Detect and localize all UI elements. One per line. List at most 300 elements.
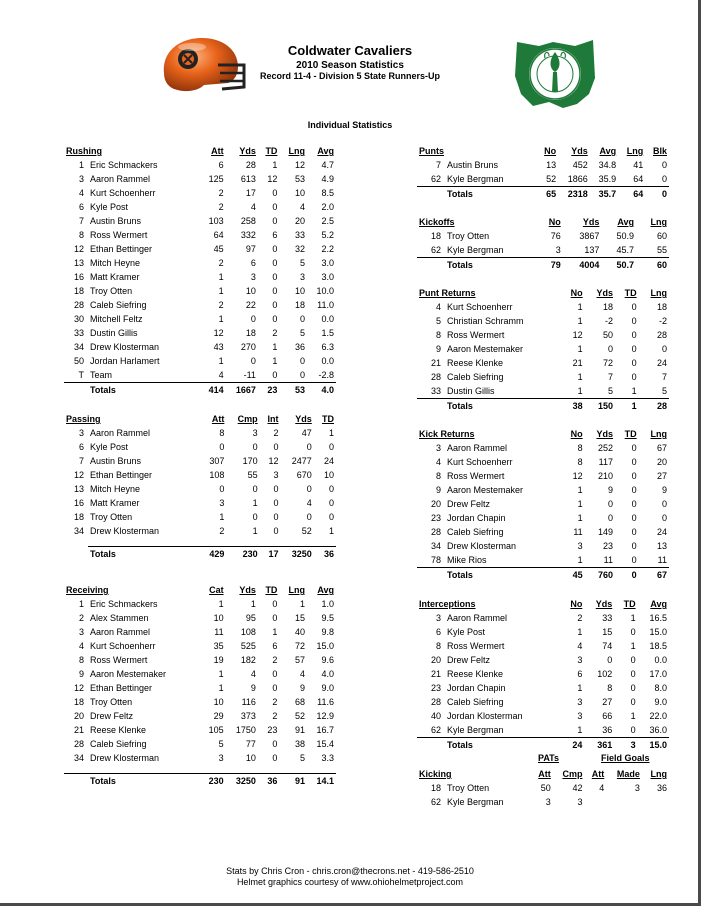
punts-col-header: Blk	[652, 146, 667, 156]
table-row	[64, 723, 336, 737]
totals-value: 429	[200, 547, 226, 562]
jersey-number: 62	[430, 797, 441, 807]
spacer-row	[64, 538, 336, 547]
kick-returns-col-header: Yds	[596, 429, 613, 439]
totals-value: 23	[258, 383, 280, 398]
stat-value: 0	[631, 513, 637, 523]
stat-value: 17	[245, 188, 256, 198]
punts-title: Punts	[419, 146, 445, 156]
stat-value: 67	[656, 443, 667, 453]
totals-value: 760	[585, 568, 615, 583]
stat-value: 4.0	[321, 669, 334, 679]
passing-table	[64, 412, 336, 561]
stat-value: 0	[328, 498, 334, 508]
stat-value: 0	[631, 302, 637, 312]
stat-value: 55	[247, 470, 258, 480]
jersey-number: 6	[435, 627, 441, 637]
jersey-number: 1	[78, 160, 84, 170]
stat-value: 10	[213, 697, 224, 707]
kicking-col-header: Cmp	[562, 769, 583, 779]
totals-value: 24	[561, 738, 584, 753]
table-row	[417, 243, 669, 258]
player-name: Caleb Siefring	[90, 300, 147, 310]
stat-value: 34.8	[598, 160, 617, 170]
player-name: Jordan Chapin	[447, 683, 506, 693]
stat-value: 0	[219, 442, 225, 452]
table-row	[417, 300, 669, 314]
jersey-number: 3	[435, 613, 441, 623]
stat-value: 4	[577, 641, 583, 651]
totals-value: 150	[585, 399, 615, 414]
stat-value: 10.0	[316, 286, 334, 296]
table-row	[64, 368, 336, 383]
stat-value: 9.8	[321, 627, 334, 637]
stat-value: 108	[209, 470, 225, 480]
stat-value: 6	[577, 669, 583, 679]
table-row	[417, 553, 669, 568]
stat-value: 0	[631, 555, 637, 565]
rushing-col-header: TD	[265, 146, 278, 156]
stat-value: 1	[577, 372, 583, 382]
jersey-number: 9	[435, 485, 441, 495]
stat-value: 50	[602, 330, 613, 340]
stat-value: 0	[272, 739, 278, 749]
receiving-col-header: Cat	[209, 585, 224, 595]
rushing-header-row	[64, 144, 336, 158]
jersey-number: 8	[435, 330, 441, 340]
stat-value: 11	[214, 627, 224, 637]
stat-value: 0	[328, 442, 334, 452]
totals-spacer	[417, 258, 445, 273]
stat-value: 6	[272, 641, 278, 651]
interceptions-col-header: No	[570, 599, 583, 609]
jersey-number: 33	[73, 328, 84, 338]
stat-value: 5	[661, 386, 667, 396]
jersey-number: 21	[430, 669, 441, 679]
stat-value: 4	[300, 202, 306, 212]
stat-value: 8.5	[321, 188, 334, 198]
player-name: Troy Otten	[90, 286, 133, 296]
totals-spacer	[64, 383, 88, 398]
stat-value: 0	[272, 613, 278, 623]
stat-value: 117	[598, 457, 613, 467]
totals-value: 4.0	[307, 383, 336, 398]
stat-value: 6	[250, 258, 256, 268]
stat-value: 1.5	[321, 328, 334, 338]
totals-value: 0	[615, 568, 639, 583]
stat-value: 8	[577, 457, 583, 467]
stat-value: 258	[240, 216, 256, 226]
totals-spacer	[417, 568, 445, 583]
stat-value: -2	[604, 316, 613, 326]
stat-value: 95	[245, 613, 256, 623]
player-name: Drew Feltz	[447, 655, 491, 665]
stat-value: 0	[630, 669, 636, 679]
jersey-number: 6	[78, 202, 84, 212]
receiving-col-header: Lng	[288, 585, 306, 595]
totals-value: 79	[537, 258, 563, 273]
player-name: Reese Klenke	[90, 725, 147, 735]
record-line: Record 11-4 - Division 5 State Runners-Up	[259, 71, 441, 81]
stat-value: 20	[295, 216, 306, 226]
jersey-number: 20	[430, 655, 441, 665]
stat-value: 0	[328, 512, 334, 522]
stat-value: 0	[273, 442, 279, 452]
kicking-title: Kicking	[419, 769, 452, 779]
stat-value: 210	[597, 471, 613, 481]
totals-value: 0	[645, 187, 669, 202]
totals-spacer	[417, 738, 445, 753]
jersey-number: 4	[78, 641, 84, 651]
stat-value: 29	[213, 711, 224, 721]
footer-helmet-credit: Helmet graphics courtesy of www.ohiohelmetproject.com	[236, 877, 464, 887]
stat-value: 4.7	[321, 160, 334, 170]
stat-value: 0	[630, 655, 636, 665]
kickoffs-table	[417, 215, 669, 272]
player-name: Aaron Mestemaker	[447, 344, 524, 354]
stat-value: 0	[272, 599, 278, 609]
stat-value: 60	[656, 231, 667, 241]
stat-value: 0	[631, 499, 637, 509]
stat-value: 5	[300, 258, 306, 268]
passing-title: Passing	[66, 414, 101, 424]
stat-value: 38	[295, 739, 306, 749]
player-name: Austin Bruns	[447, 160, 499, 170]
table-row	[417, 342, 669, 356]
stat-value: 1	[218, 669, 224, 679]
kickoffs-col-header: No	[548, 217, 561, 227]
stat-value: 52	[546, 174, 557, 184]
table-row	[64, 298, 336, 312]
totals-value: 65	[537, 187, 558, 202]
table-row	[417, 795, 669, 809]
stat-value: 0	[306, 512, 312, 522]
stat-value: 2.0	[321, 202, 334, 212]
jersey-number: 21	[73, 725, 84, 735]
player-name: Troy Otten	[90, 697, 133, 707]
stat-value: 15.0	[316, 641, 334, 651]
jersey-number: 3	[78, 428, 84, 438]
player-name: Kurt Schoenherr	[90, 641, 156, 651]
stat-value: 0	[272, 272, 278, 282]
stat-value: 16.7	[316, 725, 334, 735]
table-row	[417, 511, 669, 525]
stat-value: 3	[300, 272, 306, 282]
stat-value: 1	[328, 428, 334, 438]
stat-value: 3	[577, 711, 583, 721]
player-name: Mike Rios	[447, 555, 487, 565]
stat-value: 0	[661, 160, 667, 170]
player-name: Jordan Klosterman	[447, 711, 523, 721]
totals-value: 91	[279, 774, 307, 789]
jersey-number: 16	[73, 272, 84, 282]
stat-value: 15.4	[316, 739, 334, 749]
player-name: Dustin Gillis	[90, 328, 138, 338]
kick-returns-col-header: Lng	[650, 429, 667, 439]
stat-value: 103	[208, 216, 224, 226]
kickoffs-totals-row	[417, 258, 669, 273]
stat-value: 5.2	[321, 230, 334, 240]
stat-value: 27	[656, 471, 667, 481]
spacer-cell	[64, 538, 336, 547]
table-row	[64, 597, 336, 611]
player-name: Reese Klenke	[447, 358, 504, 368]
stat-value: 3	[545, 797, 551, 807]
player-name: Ethan Bettinger	[90, 470, 153, 480]
jersey-number: 9	[435, 344, 441, 354]
player-name: Aaron Rammel	[90, 428, 151, 438]
stat-value: 0	[272, 244, 278, 254]
stat-value: 1	[577, 725, 583, 735]
stat-value: 64	[633, 174, 644, 184]
table-row	[64, 284, 336, 298]
table-row	[64, 270, 336, 284]
stat-value: 1	[300, 599, 306, 609]
stat-value: 22.0	[649, 711, 667, 721]
stat-value: 1	[218, 314, 224, 324]
jersey-number: 20	[430, 499, 441, 509]
stat-value: 1	[577, 555, 583, 565]
stat-value: 1	[630, 711, 636, 721]
stat-value: 2	[218, 300, 224, 310]
jersey-number: 8	[78, 230, 84, 240]
stat-value: 670	[296, 470, 312, 480]
stat-value: 0	[272, 753, 278, 763]
player-name: Drew Klosterman	[90, 753, 160, 763]
table-row	[64, 242, 336, 256]
kickoffs-title: Kickoffs	[419, 217, 455, 227]
table-row	[64, 695, 336, 709]
totals-value: 3	[614, 738, 637, 753]
jersey-number: 8	[78, 655, 84, 665]
totals-value: 60	[636, 258, 669, 273]
stat-value: 3867	[579, 231, 600, 241]
kickoffs-col-header: Avg	[617, 217, 634, 227]
stat-value: 12.9	[316, 711, 334, 721]
player-name: Eric Schmackers	[90, 599, 158, 609]
stat-value: 0	[252, 512, 258, 522]
table-row	[64, 751, 336, 765]
punts-col-header: Yds	[571, 146, 588, 156]
totals-value: 230	[226, 547, 259, 562]
jersey-number: 12	[73, 470, 84, 480]
interceptions-header-row	[417, 597, 669, 611]
stat-value: 45.7	[616, 245, 634, 255]
kick-returns-header-row	[417, 427, 669, 441]
stat-value: 1	[577, 627, 583, 637]
interceptions-col-header: Avg	[650, 599, 667, 609]
player-name: Austin Bruns	[90, 456, 142, 466]
jersey-number: 34	[73, 526, 84, 536]
table-row	[64, 354, 336, 368]
jersey-number: 7	[435, 160, 441, 170]
stat-value: 0	[272, 216, 278, 226]
stat-value: 1	[577, 513, 583, 523]
totals-label: Totals	[88, 774, 200, 789]
stat-value: 0	[607, 513, 613, 523]
jersey-number: 18	[73, 286, 84, 296]
section-title: Individual Statistics	[307, 120, 393, 130]
stat-value: 0	[306, 484, 312, 494]
stat-value: 2	[273, 428, 279, 438]
receiving-title: Receiving	[66, 585, 109, 595]
jersey-number: 3	[78, 174, 84, 184]
stat-value: 1	[577, 302, 583, 312]
stat-value: 5	[607, 386, 613, 396]
stat-value: 36	[656, 783, 667, 793]
stat-value: 20	[656, 457, 667, 467]
stat-value: 3	[577, 797, 583, 807]
table-row	[64, 326, 336, 340]
stat-value: 2477	[291, 456, 312, 466]
table-row	[417, 455, 669, 469]
stat-value: 5	[300, 753, 306, 763]
table-row	[64, 625, 336, 639]
stat-value: 0	[607, 499, 613, 509]
receiving-col-header: TD	[265, 585, 278, 595]
stat-value: 36	[602, 725, 613, 735]
stat-value: 0	[252, 484, 258, 494]
stat-value: 53	[295, 174, 306, 184]
kicking-header-row	[417, 767, 669, 781]
totals-label: Totals	[445, 738, 561, 753]
table-row	[417, 314, 669, 328]
stat-value: 149	[597, 527, 613, 537]
stat-value: 0	[219, 484, 225, 494]
stat-value: 10	[213, 613, 224, 623]
receiving-header-row	[64, 583, 336, 597]
stat-value: 1	[218, 286, 224, 296]
player-name: Dustin Gillis	[447, 386, 495, 396]
stat-value: 12	[213, 328, 224, 338]
stat-value: 10	[323, 470, 334, 480]
stat-value: 0	[661, 499, 667, 509]
stat-value: 0	[273, 526, 279, 536]
jersey-number: 3	[435, 443, 441, 453]
stat-value: 3	[219, 498, 225, 508]
player-name: Aaron Rammel	[90, 627, 151, 637]
stat-value: 0	[631, 358, 637, 368]
jersey-number: 4	[435, 302, 441, 312]
stat-value: 91	[295, 725, 306, 735]
stat-value: 50.9	[616, 231, 634, 241]
punt-returns-header-row	[417, 286, 669, 300]
jersey-number: 2	[78, 613, 84, 623]
stat-value: 4	[250, 202, 256, 212]
table-row	[417, 328, 669, 342]
jersey-number: 4	[435, 457, 441, 467]
stat-value: 1	[272, 160, 278, 170]
stat-value: 41	[633, 160, 644, 170]
stat-value: 77	[245, 739, 256, 749]
footer-credits: Stats by Chris Cron - chris.cron@thecrons.net - 419-586-2510	[226, 866, 474, 876]
stat-value: 9	[300, 683, 306, 693]
stat-value: 11	[657, 555, 667, 565]
stat-value: 1	[252, 498, 258, 508]
stat-value: 15	[295, 613, 306, 623]
stat-value: 36	[295, 342, 306, 352]
table-row	[417, 723, 669, 738]
stat-value: 7	[661, 372, 667, 382]
jersey-number: 6	[78, 442, 84, 452]
jersey-number: 62	[430, 725, 441, 735]
table-row	[417, 639, 669, 653]
stat-value: 23	[602, 541, 613, 551]
stat-value: 2	[218, 202, 224, 212]
stat-value: 0	[631, 344, 637, 354]
table-row	[64, 440, 336, 454]
stat-value: 2	[272, 655, 278, 665]
stat-value: 0	[300, 370, 306, 380]
stat-value: 33	[602, 613, 613, 623]
jersey-number: 50	[73, 356, 84, 366]
stat-value: 0	[607, 655, 613, 665]
stat-value: 1	[219, 512, 225, 522]
jersey-number: 7	[78, 456, 84, 466]
stat-value: 10	[295, 286, 306, 296]
stat-value: 270	[240, 342, 256, 352]
punt-returns-totals-row	[417, 399, 669, 414]
stat-value: 7	[607, 372, 613, 382]
stat-value: 2	[272, 697, 278, 707]
jersey-number: 12	[73, 244, 84, 254]
table-row	[64, 214, 336, 228]
player-name: Drew Klosterman	[90, 342, 160, 352]
stat-value: 4	[306, 498, 312, 508]
table-row	[64, 639, 336, 653]
player-name: Team	[90, 370, 113, 380]
totals-value: 15.0	[638, 738, 669, 753]
stat-value: 47	[301, 428, 312, 438]
receiving-col-header: Yds	[239, 585, 256, 595]
stat-value: 0.0	[654, 655, 667, 665]
punt-returns-col-header: Lng	[650, 288, 667, 298]
totals-value: 361	[584, 738, 614, 753]
totals-label: Totals	[445, 187, 537, 202]
stat-value: 1	[631, 386, 637, 396]
table-row	[417, 709, 669, 723]
player-name: Kyle Post	[90, 442, 129, 452]
totals-spacer	[417, 187, 445, 202]
table-row	[417, 681, 669, 695]
player-name: Jordan Harlamert	[90, 356, 160, 366]
stat-value: 182	[240, 655, 256, 665]
stat-value: 170	[242, 456, 258, 466]
stat-value: 1	[577, 499, 583, 509]
punts-totals-row	[417, 187, 669, 202]
passing-col-header: Att	[211, 414, 225, 424]
stat-value: 3	[577, 541, 583, 551]
totals-spacer	[417, 399, 445, 414]
receiving-totals-row	[64, 774, 336, 789]
stat-value: 4.9	[321, 174, 334, 184]
kickoffs-header-row	[417, 215, 669, 229]
stat-value: 45	[213, 244, 224, 254]
jersey-number: 40	[430, 711, 441, 721]
table-row	[417, 384, 669, 399]
stat-value: 0.0	[321, 356, 334, 366]
player-name: Ross Wermert	[447, 471, 505, 481]
kicking-table	[417, 767, 669, 809]
player-name: Drew Klosterman	[90, 526, 160, 536]
stat-value: 116	[241, 697, 256, 707]
rushing-col-header: Att	[211, 146, 224, 156]
stat-value: 4	[218, 370, 224, 380]
stat-value: 2	[272, 711, 278, 721]
receiving-col-header: Avg	[317, 585, 334, 595]
stat-value: 6	[218, 160, 224, 170]
totals-value: 230	[200, 774, 226, 789]
